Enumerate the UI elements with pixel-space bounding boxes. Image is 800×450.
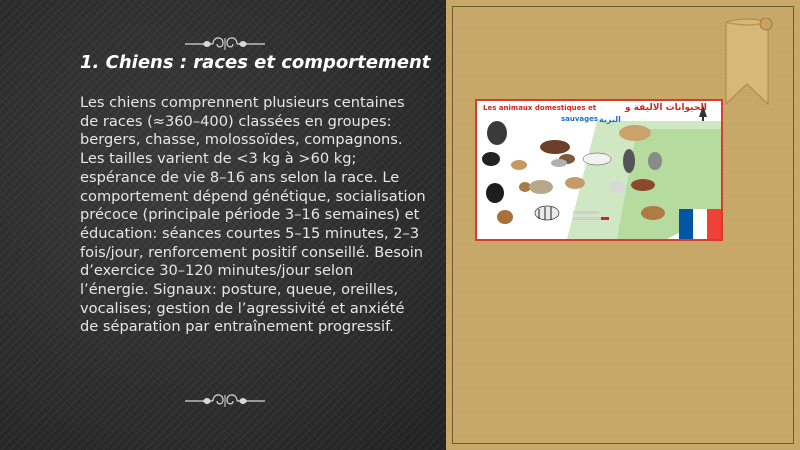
ornament-flourish-icon — [183, 389, 267, 411]
poster-title-fr-sub: sauvages — [561, 115, 599, 123]
bookmark-ribbon-icon — [720, 18, 774, 106]
poster-title-ar: الحيوانات الاليفة و — [625, 103, 707, 113]
slide-body-text: Les chiens comprennent plusieurs centaines de races (≈360–400) classées en groupes: bergers, chasse, molossoïdes, compagnons. Les tailles varient de <3 kg à >60 kg; espérance de vie 8–16 ans selon la race. Le comportement dépend génétique, socialisation précoce (principale période 3–16 semaines) et éducation: séances courtes 5–15 minutes, 2–3 fois/jour, renforcement positif conseillé. Besoin d’exercice 30–120 minutes/jour selon l’énergie. Signaux: posture, queue, oreilles, vocalises; gestion de l’agressivité et anxiété de séparation par entraînement progressif. — [80, 94, 426, 336]
poster-title-ar-sub: البرية — [599, 115, 621, 124]
poster-title-fr: Les animaux domestiques et — [483, 104, 597, 112]
france-flag-icon — [679, 209, 721, 239]
slide-title: 1. Chiens : races et comportement — [80, 52, 431, 73]
ornament-flourish-icon — [183, 32, 267, 54]
animals-poster-image — [475, 99, 723, 241]
